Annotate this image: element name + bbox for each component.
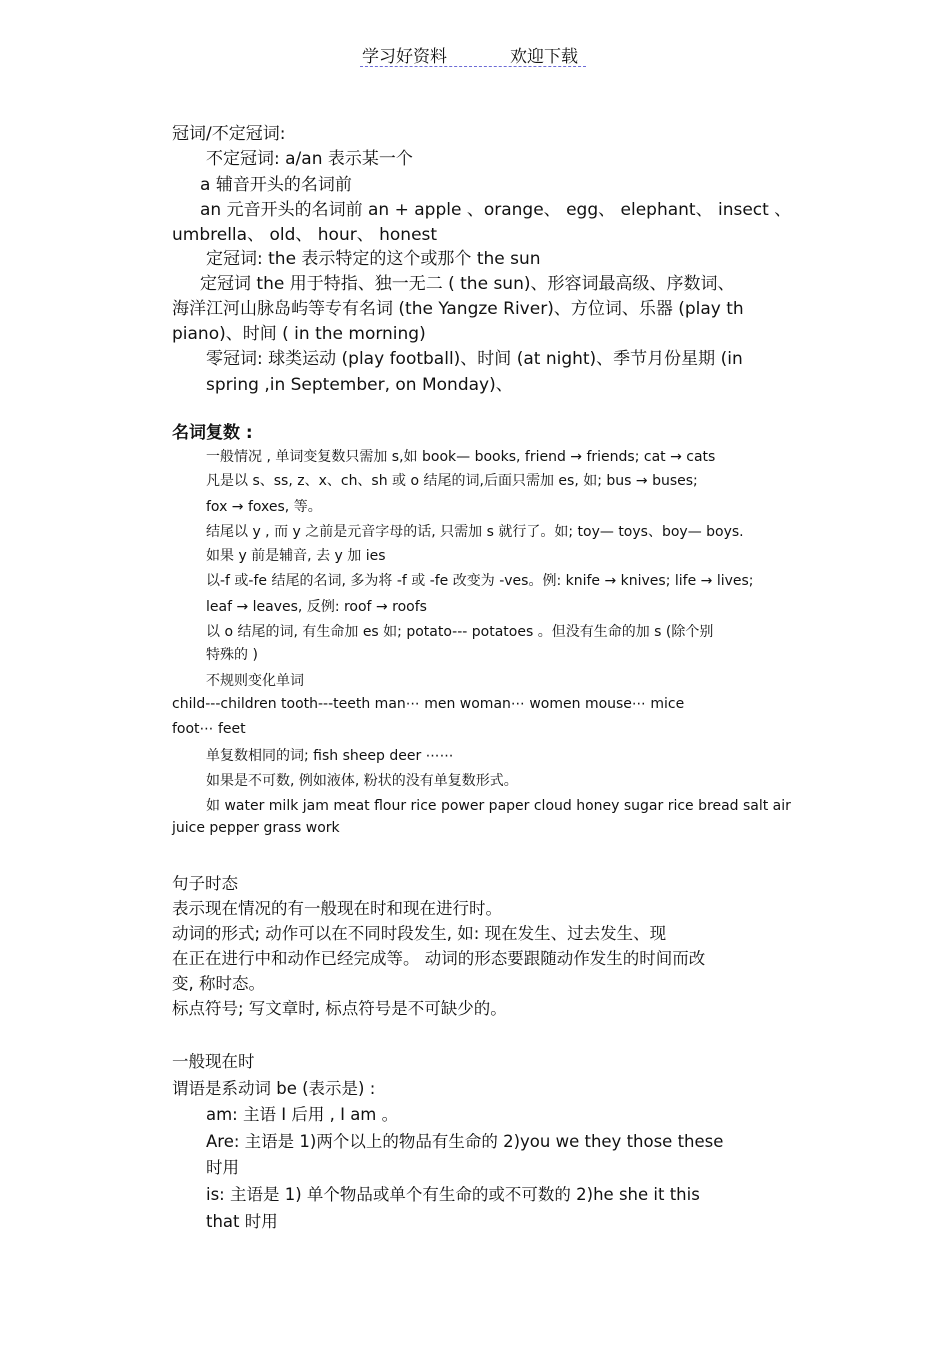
article-line: 定冠词: the 表示特定的这个或那个 the sun xyxy=(206,249,541,269)
plural-line: 如果是不可数, 例如液体, 粉状的没有单复数形式。 xyxy=(206,773,518,789)
plural-line: 单复数相同的词; fish sheep deer ⋯⋯ xyxy=(206,748,454,764)
plural-title: 名词复数 : xyxy=(172,423,253,443)
header-right-text: 欢迎下载 xyxy=(510,47,578,67)
present-title: 一般现在时 xyxy=(172,1052,255,1071)
tense-line: 动词的形式; 动作可以在不同时段发生, 如: 现在发生、过去发生、现 xyxy=(172,924,667,943)
plural-line: 如 water milk jam meat flour rice power paper cloud honey sugar rice bread salt air xyxy=(206,798,791,814)
article-line: piano)、时间 ( in the morning) xyxy=(172,324,426,344)
present-line: am: 主语 I 后用 , I am 。 xyxy=(206,1105,399,1124)
article-line: an 元音开头的名词前 an + apple 、orange、 egg、 elephant、 insect 、 xyxy=(200,200,792,220)
tense-line: 表示现在情况的有一般现在时和现在进行时。 xyxy=(172,899,502,918)
plural-line: 以-f 或-fe 结尾的名词, 多为将 -f 或 -fe 改变为 -ves。例: knife → knives; life → lives; xyxy=(206,573,754,589)
plural-line: juice pepper grass work xyxy=(172,820,340,836)
tense-line: 标点符号; 写文章时, 标点符号是不可缺少的。 xyxy=(172,999,507,1018)
article-line: 零冠词: 球类运动 (play football)、时间 (at night)、季节月份星期 (in xyxy=(206,349,743,369)
plural-line: 结尾以 y , 而 y 之前是元音字母的话, 只需加 s 就行了。如; toy— toys、boy— boys. xyxy=(206,524,744,540)
tense-line: 变, 称时态。 xyxy=(172,974,265,993)
present-line: 时用 xyxy=(206,1158,239,1177)
plural-line: 凡是以 s、ss, z、x、ch、sh 或 o 结尾的词,后面只需加 es, 如; bus → buses; xyxy=(206,473,698,489)
present-line: Are: 主语是 1)两个以上的物品有生命的 2)you we they those these xyxy=(206,1132,724,1151)
article-line: 不定冠词: a/an 表示某一个 xyxy=(206,149,413,169)
present-line: that 时用 xyxy=(206,1212,278,1231)
plural-line: child---children tooth---teeth man⋯ men woman⋯ women mouse⋯ mice xyxy=(172,696,685,712)
article-line: umbrella、 old、 hour、 honest xyxy=(172,225,438,245)
articles-title: 冠词/不定冠词: xyxy=(172,124,286,144)
plural-line: 不规则变化单词 xyxy=(206,673,304,689)
plural-line: 以 o 结尾的词, 有生命加 es 如; potato--- potatoes 。但没有生命的加 s (除个别 xyxy=(206,624,714,640)
tense-line: 在正在进行中和动作已经完成等。 动词的形态要跟随动作发生的时间而改 xyxy=(172,949,706,968)
article-line: 海洋江河山脉岛屿等专有名词 (the Yangze River)、方位词、乐器 (play th xyxy=(172,299,744,319)
present-line: is: 主语是 1) 单个物品或单个有生命的或不可数的 2)he she it this xyxy=(206,1185,700,1204)
plural-line: 特殊的 ) xyxy=(206,647,258,663)
plural-line: 如果 y 前是辅音, 去 y 加 ies xyxy=(206,548,386,564)
plural-line: fox → foxes, 等。 xyxy=(206,499,322,515)
article-line: 定冠词 the 用于特指、独一无二 ( the sun)、形容词最高级、序数词、 xyxy=(200,274,735,294)
plural-line: 一般情况 , 单词变复数只需加 s,如 book— books, friend → friends; cat → cats xyxy=(206,449,716,465)
article-line: spring ,in September, on Monday)、 xyxy=(206,375,513,395)
header-left-text: 学习好资料 xyxy=(362,47,447,67)
plural-line: foot⋯ feet xyxy=(172,721,246,737)
tense-title: 句子时态 xyxy=(172,874,238,893)
page-header xyxy=(360,42,586,67)
plural-line: leaf → leaves, 反例: roof → roofs xyxy=(206,599,427,615)
present-line: 谓语是系动词 be (表示是) : xyxy=(172,1079,376,1098)
article-line: a 辅音开头的名词前 xyxy=(200,175,352,195)
